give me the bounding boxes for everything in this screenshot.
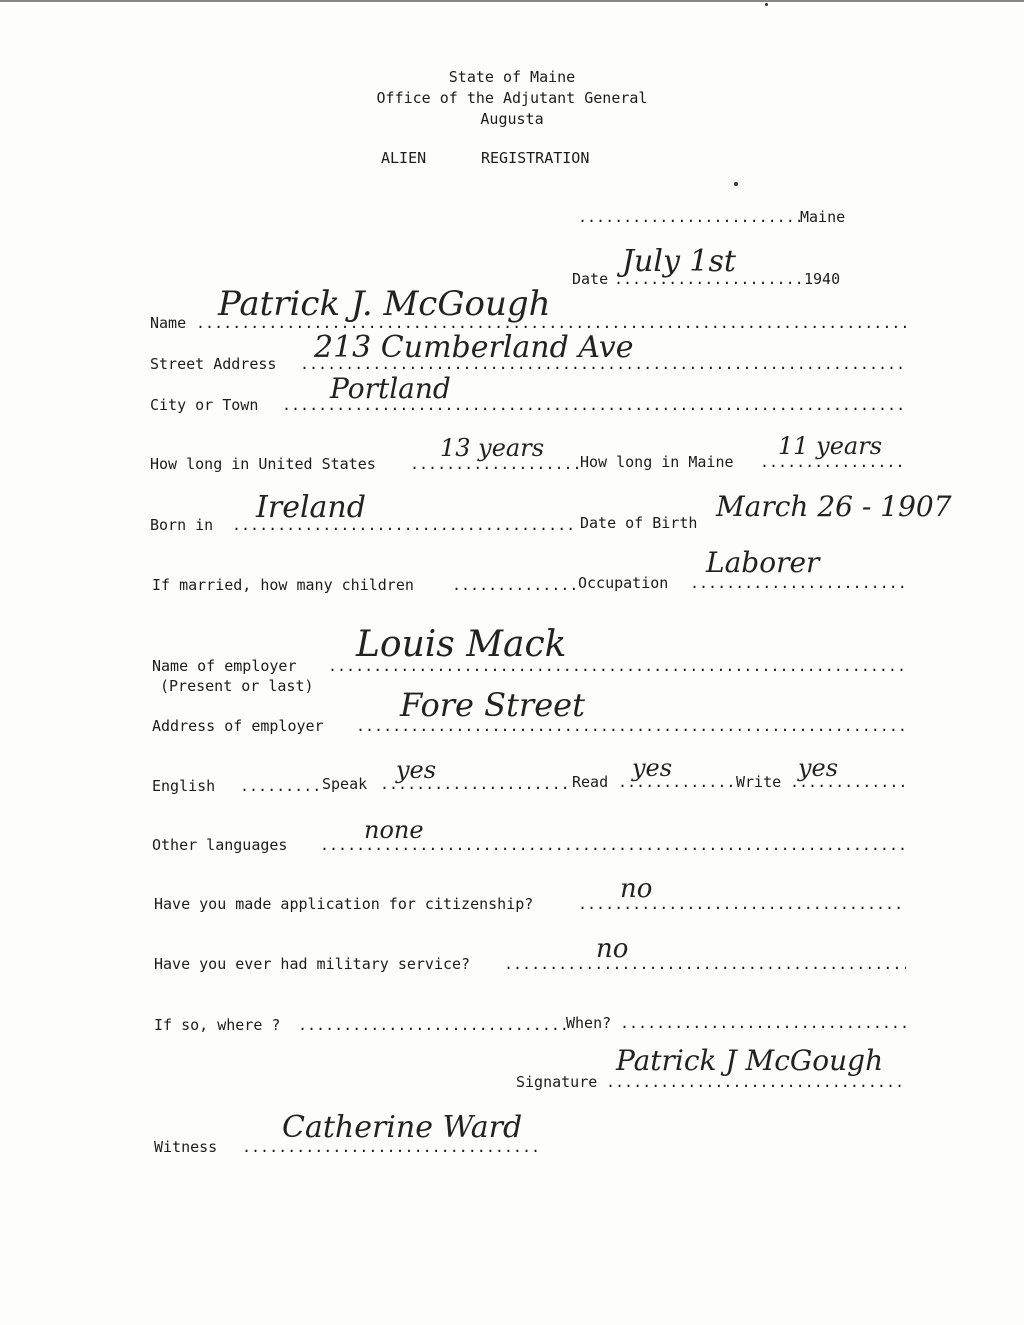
city-value: Portland	[330, 372, 451, 405]
scan-top-edge	[0, 0, 1024, 2]
read-label: Read	[572, 773, 609, 791]
us-years-value: 13 years	[440, 434, 545, 462]
street-value: 213 Cumberland Ave	[314, 330, 634, 365]
scan-speck	[734, 182, 738, 186]
signature-label: Signature	[516, 1073, 598, 1091]
date-value: July 1st	[622, 244, 736, 279]
witness-value: Catherine Ward	[282, 1110, 523, 1145]
when-dots	[620, 1014, 906, 1032]
date-label: Date	[572, 270, 609, 288]
dob-value: March 26 - 1907	[716, 490, 952, 523]
speak-value: yes	[396, 756, 437, 784]
children-dots	[452, 576, 576, 594]
scan-speck	[765, 3, 768, 6]
city-label: City or Town	[150, 396, 259, 414]
dob-label: Date of Birth	[580, 514, 698, 532]
title-alien: ALIEN	[381, 149, 427, 167]
maine-years-label: How long in Maine	[580, 453, 734, 471]
date-year: 1940	[804, 270, 841, 288]
where-dots	[298, 1016, 566, 1034]
employer-value: Louis Mack	[356, 624, 567, 665]
english-dots	[240, 777, 322, 795]
citizenship-value: no	[620, 874, 653, 904]
when-label: When?	[566, 1014, 612, 1032]
header-office: Office of the Adjutant General	[376, 89, 648, 107]
military-label: Have you ever had military service?	[154, 955, 471, 973]
name-value: Patrick J. McGough	[218, 284, 551, 324]
signature-value: Patrick J McGough	[616, 1044, 884, 1077]
place-label: Maine	[800, 208, 846, 226]
header-city: Augusta	[480, 110, 544, 128]
write-value: yes	[798, 754, 839, 782]
military-dots	[504, 955, 906, 973]
military-value: no	[596, 934, 629, 964]
citizenship-label: Have you made application for citizenship?	[154, 895, 534, 913]
header-state: State of Maine	[448, 68, 576, 86]
employer-sublabel: (Present or last)	[160, 677, 314, 695]
english-label: English	[152, 777, 216, 795]
speak-label: Speak	[322, 775, 368, 793]
employer-address-value: Fore Street	[400, 686, 585, 724]
name-label: Name	[150, 314, 187, 332]
employer-label: Name of employer	[152, 657, 297, 675]
employer-address-label: Address of employer	[152, 717, 324, 735]
title-registration: REGISTRATION	[481, 149, 590, 167]
born-value: Ireland	[256, 490, 366, 525]
street-label: Street Address	[150, 355, 277, 373]
where-label: If so, where ?	[154, 1016, 281, 1034]
occupation-label: Occupation	[578, 574, 669, 592]
us-years-label: How long in United States	[150, 455, 376, 473]
children-label: If married, how many children	[152, 576, 414, 594]
born-label: Born in	[150, 516, 214, 534]
maine-years-value: 11 years	[778, 432, 883, 460]
languages-label: Other languages	[152, 836, 288, 854]
languages-value: none	[364, 816, 424, 844]
read-value: yes	[632, 754, 673, 782]
witness-label: Witness	[154, 1138, 218, 1156]
write-label: Write	[736, 773, 782, 791]
place-dots	[578, 208, 800, 226]
occupation-value: Laborer	[706, 546, 820, 579]
